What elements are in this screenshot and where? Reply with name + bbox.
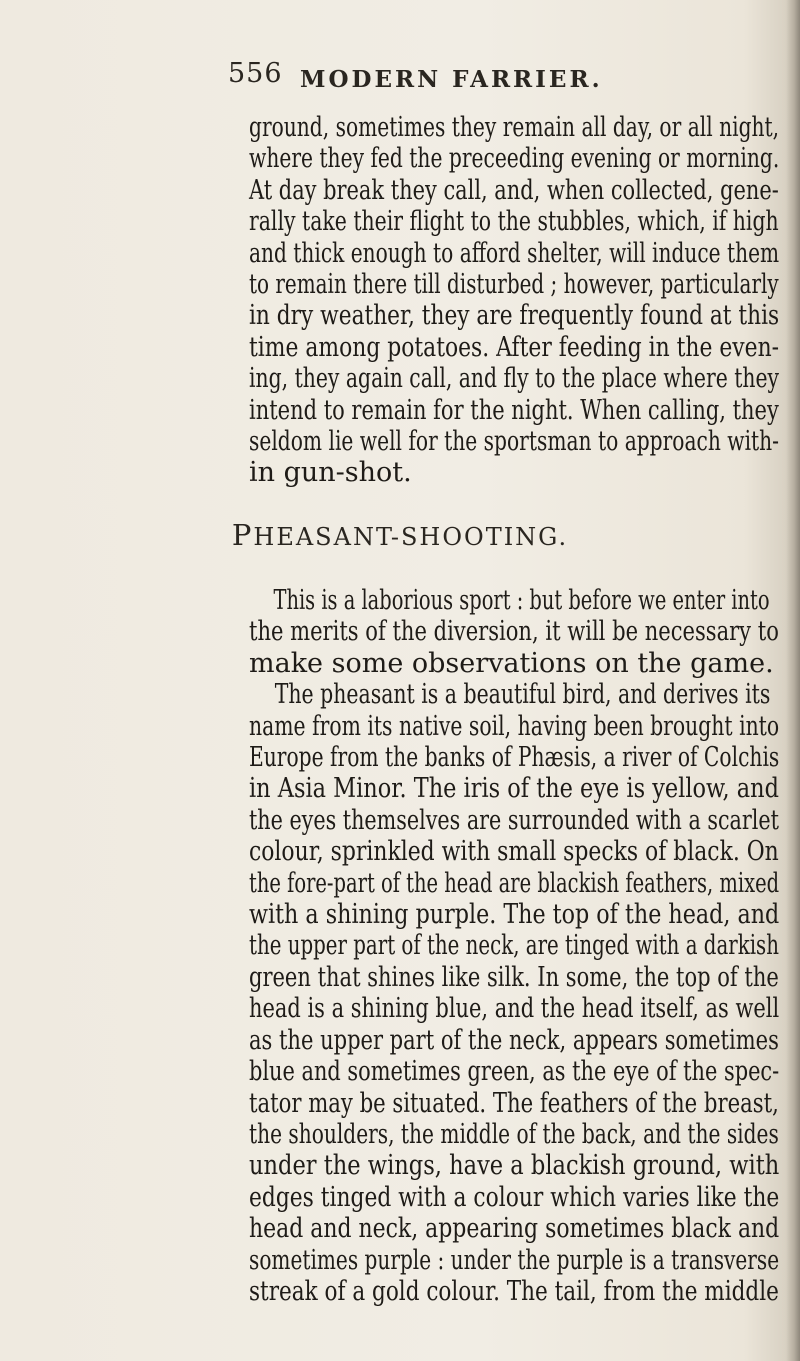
section-heading-text: HEASANT-SHOOTING. (253, 523, 569, 551)
text-line: At day break they call, and, when collected, gene- (249, 174, 779, 206)
text-line: rally take their flight to the stubbles, which, if high (249, 206, 779, 238)
text-line: colour, sprinkled with small specks of black. On (249, 836, 779, 868)
text-line: name from its native soil, having been brought into (249, 710, 780, 742)
text-line: the merits of the diversion, it will be necessary to (249, 616, 779, 648)
text-line: time among potatoes. After feeding in the even- (249, 331, 780, 363)
text-line: ground, sometimes they remain all day, or all night, (249, 112, 780, 143)
text-line: edges tinged with a colour which varies like the (249, 1181, 780, 1213)
page-number: 556 (228, 58, 283, 89)
text-line: in gun-shot. (249, 457, 412, 489)
text-line: where they fed the preceeding evening or morning. (249, 143, 780, 175)
text-line: streak of a gold colour. The tail, from the middle (249, 1275, 779, 1307)
text-line: the fore-part of the head are blackish feathers, mixed (249, 867, 780, 899)
running-header (0, 58, 800, 98)
page-edge-shadow (786, 0, 800, 1361)
section-heading-initial: P (231, 518, 254, 552)
paragraph-pheasant-description (249, 585, 779, 1307)
text-line: make some observations on the game. (249, 647, 774, 679)
running-title: MODERN FARRIER. (300, 66, 603, 93)
text-line: sometimes purple : under the purple is a transverse (249, 1244, 780, 1276)
text-line: Europe from the banks of Phæsis, a river of Colchis (249, 742, 780, 774)
text-line: green that shines like silk. In some, the top of the (249, 961, 779, 993)
text-line: head is a shining blue, and the head itself, as well (249, 993, 780, 1025)
text-line: in Asia Minor. The iris of the eye is yellow, and (249, 773, 779, 805)
text-line: the eyes themselves are surrounded with a scarlet (249, 804, 779, 836)
text-line: the shoulders, the middle of the back, and the sides (249, 1118, 779, 1150)
text-line: The pheasant is a beautiful bird, and derives its (274, 679, 771, 711)
text-line: with a shining purple. The top of the head, and (249, 899, 780, 931)
text-line: to remain there till disturbed ; however, particularly (249, 269, 779, 301)
text-line: This is a laborious sport : but before we enter into (273, 585, 770, 616)
paragraph-partridge-habits (249, 112, 779, 489)
text-line: in dry weather, they are frequently found at this (249, 300, 780, 332)
text-line: as the upper part of the neck, appears sometimes (249, 1024, 779, 1056)
text-line: under the wings, have a blackish ground, with (249, 1150, 780, 1182)
section-heading (0, 518, 800, 552)
text-line: blue and sometimes green, as the eye of the spec- (249, 1056, 780, 1088)
text-line: ing, they again call, and fly to the place where they (249, 363, 780, 395)
text-line: the upper part of the neck, are tinged with a darkish (249, 930, 779, 962)
text-line: tator may be situated. The feathers of the breast, (249, 1087, 779, 1119)
text-line: seldom lie well for the sportsman to approach with- (249, 426, 779, 458)
text-line: intend to remain for the night. When calling, they (249, 394, 779, 426)
text-line: and thick enough to afford shelter, will induce them (249, 237, 780, 269)
text-line: head and neck, appearing sometimes black and (249, 1213, 780, 1245)
